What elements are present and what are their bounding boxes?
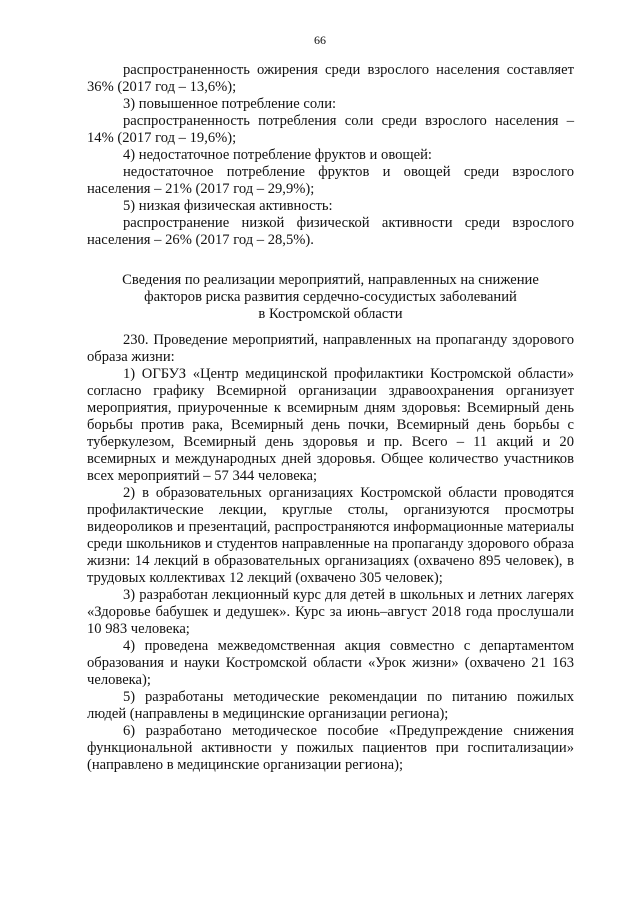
list-item: 5) низкая физическая активность: bbox=[123, 198, 333, 214]
section-heading bbox=[87, 272, 574, 323]
intro-text-block bbox=[87, 62, 574, 249]
heading-line: факторов риска развития сердечно-сосудистых заболеваний bbox=[144, 289, 517, 305]
list-item: 3) повышенное потребление соли: bbox=[123, 96, 337, 112]
heading-line: в Костромской области bbox=[258, 306, 403, 322]
list-item: 6) разработано методическое пособие «Предупреждение снижения функциональной активности у пожилых пациентов при госпитализации» (направлено в медицинские организации региона); bbox=[87, 723, 574, 773]
list-item: 2) в образовательных организациях Костромской области проводятся профилактические лекции, круглые столы, организуются просмотры видеороликов и презентаций, распространяются информационные материалы среди школьников и студентов направленные на пропаганду здорового образа жизни: 14 лекций в образовательных организациях (охвачено 895 человек), в трудовых коллективах 12 лекций (охвачено 305 человек); bbox=[87, 485, 574, 586]
body-text-block bbox=[87, 332, 574, 774]
paragraph: распространенность ожирения среди взрослого населения составляет 36% (2017 год – 13,6%); bbox=[87, 62, 574, 95]
paragraph: распространенность потребления соли среди взрослого населения – 14% (2017 год – 19,6%); bbox=[87, 113, 574, 146]
paragraph: 230. Проведение мероприятий, направленных на пропаганду здорового образа жизни: bbox=[87, 332, 574, 365]
heading-line: Сведения по реализации мероприятий, направленных на снижение bbox=[122, 272, 539, 288]
paragraph: распространение низкой физической активности среди взрослого населения – 26% (2017 год – 28,5%). bbox=[87, 215, 574, 248]
list-item: 3) разработан лекционный курс для детей в школьных и летних лагерях «Здоровье бабушек и дедушек». Курс за июнь–август 2018 года прослушали 10 983 человека; bbox=[87, 587, 574, 637]
list-item: 4) проведена межведомственная акция совместно с департаментом образования и науки Костромской области «Урок жизни» (охвачено 21 163 человека); bbox=[87, 638, 574, 688]
page-number: 66 bbox=[314, 33, 326, 47]
list-item: 4) недостаточное потребление фруктов и овощей: bbox=[123, 147, 432, 163]
list-item: 5) разработаны методические рекомендации по питанию пожилых людей (направлены в медицинские организации региона); bbox=[87, 689, 574, 722]
list-item: 1) ОГБУЗ «Центр медицинской профилактики Костромской области» согласно графику Всемирной организации здравоохранения организует мероприятия, приуроченные к всемирным дням здоровья: Всемирный день борьбы против рака, Всемирный день почки, Всемирный день борьбы с туберкулезом, Всемирный день здоровья и пр. Всего – 11 акций и 20 всемирных и международных дней здоровья. Общее количество участников всех мероприятий – 57 344 человека; bbox=[87, 366, 574, 484]
paragraph: недостаточное потребление фруктов и овощей среди взрослого населения – 21% (2017 год – 29,9%); bbox=[87, 164, 574, 197]
